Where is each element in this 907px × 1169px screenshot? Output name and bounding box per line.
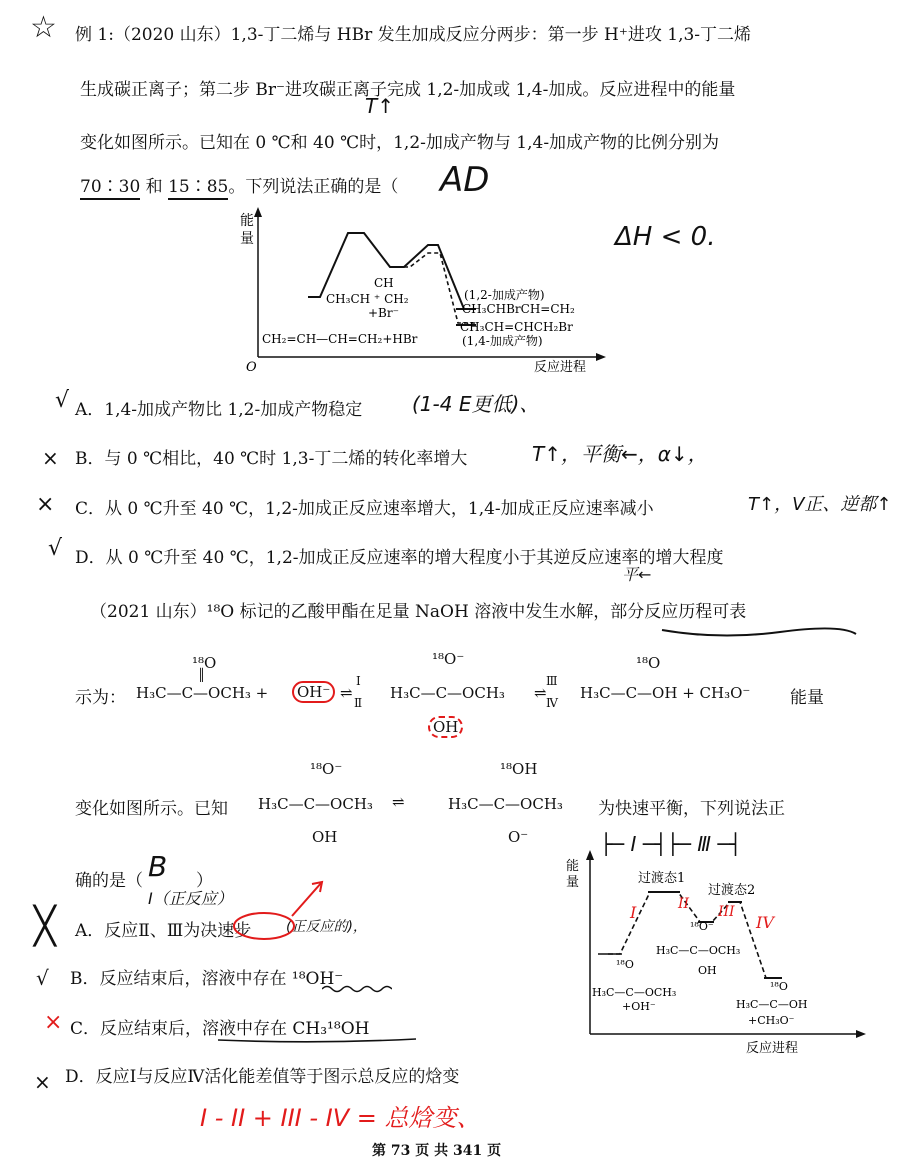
x-axis-arrow-2 — [856, 1030, 866, 1038]
eq-r1-double: ║ — [198, 668, 206, 682]
red-arrow-line — [292, 882, 322, 916]
chart2-ylabel-2: 量 — [566, 875, 580, 890]
question-stem: 。下列说法正确的是（ — [228, 177, 399, 197]
energy-diagram-2 — [560, 850, 880, 1060]
x-axis-arrow — [596, 353, 606, 361]
star-mark: ☆ — [30, 10, 57, 45]
ratio-40c: 15∶85 — [168, 177, 228, 200]
mid-oh: OH — [698, 964, 717, 977]
eq-step-I: Ⅰ — [356, 674, 361, 688]
eq-arrow-2: ⇌ — [534, 684, 547, 702]
ex1-line4 — [80, 172, 398, 197]
ex2-close: ） — [196, 871, 213, 891]
underline-c — [218, 1036, 418, 1046]
ex1-optD-mark: √ — [48, 536, 63, 561]
eq-step-II: Ⅱ — [354, 696, 363, 710]
ex1-optA-mark: √ — [55, 388, 70, 413]
ex2-optA-topnote: I（正反应） — [148, 889, 233, 908]
chart2-xlabel: 反应进程 — [746, 1041, 799, 1056]
y-axis-arrow — [254, 207, 262, 217]
hw-seg-I: I — [630, 903, 637, 922]
eq-r1-o18: ¹⁸O — [192, 654, 217, 672]
eq2-left: H₃C—C—OCH₃ — [258, 795, 373, 813]
eq2-right-bot: O⁻ — [508, 828, 529, 846]
ex2-optC: C．反应结束后，溶液中存在 CH₃¹⁸OH — [70, 1019, 370, 1039]
ex2-line3-prefix: 变化如图所示。已知 — [75, 799, 228, 819]
prod-ch3o: +CH₃O⁻ — [748, 1014, 795, 1027]
page-footer: 第 73 页 共 341 页 — [372, 1143, 502, 1159]
chart1-reactant: CH₂=CH—CH=CH₂+HBr — [262, 332, 418, 346]
chart1-int-top: CH — [374, 276, 394, 290]
eq2-right: H₃C—C—OCH₃ — [448, 795, 563, 813]
y-axis-arrow-2 — [586, 850, 594, 860]
chart1-prod12-label: (1,2-加成产物) — [464, 288, 545, 302]
ex1-optC-mark: × — [36, 492, 55, 517]
react-oh: +OH⁻ — [622, 1000, 656, 1013]
ex1-optD-note: 平← — [622, 565, 652, 584]
red-circle — [234, 913, 294, 939]
red-enthalpy-note: I - II + III - IV = 总焓变、 — [200, 1104, 481, 1132]
eq-p1: H₃C—C—OH + CH₃O⁻ — [580, 684, 751, 702]
ex1-line2: 生成碳正离子；第二步 Br⁻进攻碳正离子完成 1,2-加成或 1,4-加成。反应进程中的能量 — [80, 80, 736, 100]
chart1-xlabel: 反应进程 — [534, 360, 587, 375]
react-formula: H₃C—C—OCH₃ — [592, 986, 677, 999]
ex1-optB-note: T↑，平衡←，α↓， — [532, 442, 708, 466]
hw-seg-III: III — [718, 904, 735, 920]
eq2-right-top: ¹⁸OH — [500, 760, 538, 778]
hw-underline-path — [662, 628, 856, 635]
eq-arrow-1: ⇌ — [340, 684, 353, 702]
energy-diagram-1 — [238, 205, 618, 375]
chart1-ylabel-2: 量 — [240, 231, 254, 247]
ex2-optD: D．反应Ⅰ与反应Ⅳ活化能差值等于图示总反应的焓变 — [65, 1067, 460, 1087]
ex2-line3-suffix: 为快速平衡，下列说法正 — [598, 799, 785, 819]
hw-t-up: T↑ — [365, 94, 394, 118]
prod-o18: ¹⁸O — [770, 980, 788, 993]
eq-oh-circled: OH⁻ — [292, 681, 335, 703]
ex2-line1 — [90, 597, 746, 622]
eq-mid: H₃C—C—OCH₃ — [390, 684, 505, 702]
chart2-ylabel-1: 能 — [566, 859, 580, 874]
ex2-optA-mark: ╳ — [34, 906, 56, 947]
prod-formula: H₃C—C—OH — [736, 998, 808, 1011]
eq-p1-o18: ¹⁸O — [636, 654, 661, 672]
chart1-int-mid: CH₃CH ⁺ CH₂ — [326, 292, 409, 306]
chart1-ylabel-1: 能 — [240, 213, 254, 229]
hw-seg-II: II — [678, 896, 690, 912]
ex1-optC-note: T↑，V正、逆都↑ — [748, 494, 892, 515]
answer-b: B — [148, 850, 168, 883]
chart1-prod12: CH₃CHBrCH=CH₂ — [462, 302, 575, 316]
underline-c-path — [218, 1039, 416, 1042]
wavy-underline-b — [322, 984, 392, 994]
ex2-line1-text: （2021 山东）¹⁸O 标记的乙酸甲酯在足量 NaOH 溶液中发生水解，部分反应历程可表 — [90, 602, 747, 622]
ex2-optB-mark: √ — [36, 966, 49, 990]
eq-mid-oh-circled: OH — [428, 716, 463, 738]
answer-ad: AD — [440, 160, 490, 200]
ts1-label: 过渡态1 — [638, 871, 686, 886]
hw-seg-IV: IV — [756, 913, 774, 932]
eq2-left-top: ¹⁸O⁻ — [310, 760, 343, 778]
ex1-optC: C．从 0 ℃升至 40 ℃，1,2-加成正反应速率增大，1,4-加成正反应速率减小 — [75, 499, 654, 519]
ex2-optC-mark: × — [44, 1010, 63, 1035]
chart1-prod14-label: (1,4-加成产物) — [462, 334, 543, 348]
hw-segment-bracket: ├─ I ─┤├─ Ⅲ ─┤ — [600, 832, 742, 856]
react-o18: ¹⁸O — [616, 958, 634, 971]
ex1-optA-note: (1-4 E更低)、 — [412, 392, 540, 416]
ts2-label: 过渡态2 — [708, 883, 756, 898]
ex1-line1: 例 1:（2020 山东）1,3-丁二烯与 HBr 发生加成反应分两步：第一步 H⁺进攻 1,3-丁二烯 — [75, 25, 752, 45]
eq-step-III: Ⅲ — [546, 674, 558, 688]
ex2-optA: A．反应Ⅱ、Ⅲ为决速步 — [75, 921, 252, 941]
chart1-int-bot: +Br⁻ — [368, 306, 399, 320]
eq-mid-o18minus: ¹⁸O⁻ — [432, 650, 465, 668]
mid-o18: ¹⁸O⁻ — [690, 920, 714, 933]
delta-h-note: ΔH < 0. — [615, 222, 716, 252]
red-circle-annotation — [232, 872, 332, 942]
ex2-line2-suffix: 能量 — [790, 688, 824, 708]
ex1-optA: A．1,4-加成产物比 1,2-加成产物稳定 — [75, 400, 363, 420]
eq-r1: H₃C—C—OCH₃ + — [136, 684, 269, 702]
ex2-line4: 确的是（ — [75, 871, 143, 891]
chart1-origin: O — [246, 360, 257, 375]
ex1-optD: D．从 0 ℃升至 40 ℃，1,2-加成正反应速率的增大程度小于其逆反应速率的增大程度 — [75, 548, 724, 568]
eq2-left-bot: OH — [312, 828, 338, 846]
ratio-conj: 和 — [140, 177, 169, 197]
ex1-optB-mark: × — [42, 446, 59, 470]
ratio-0c: 70∶30 — [80, 177, 140, 200]
hw-underline-1 — [660, 624, 860, 640]
eq2-arrow: ⇌ — [392, 793, 405, 811]
chart1-prod14: CH₃CH=CHCH₂Br — [460, 320, 573, 334]
ex2-optB — [70, 964, 343, 989]
eq-step-IV: Ⅳ — [546, 696, 558, 710]
ex1-line3: 变化如图所示。已知在 0 ℃和 40 ℃时，1,2-加成产物与 1,4-加成产物的比例分别为 — [80, 133, 720, 153]
ex2-optA-note: (正反应的)， — [286, 919, 367, 935]
ex2-line2-prefix: 示为： — [75, 688, 126, 708]
ex2-optB-text: B．反应结束后，溶液中存在 ¹⁸OH⁻ — [70, 969, 344, 989]
ex1-optB: B．与 0 ℃相比，40 ℃时 1,3-丁二烯的转化率增大 — [75, 449, 468, 469]
wavy-path-b — [322, 987, 392, 992]
mid-formula: H₃C—C—OCH₃ — [656, 944, 741, 957]
ex2-optD-mark: × — [34, 1070, 51, 1094]
